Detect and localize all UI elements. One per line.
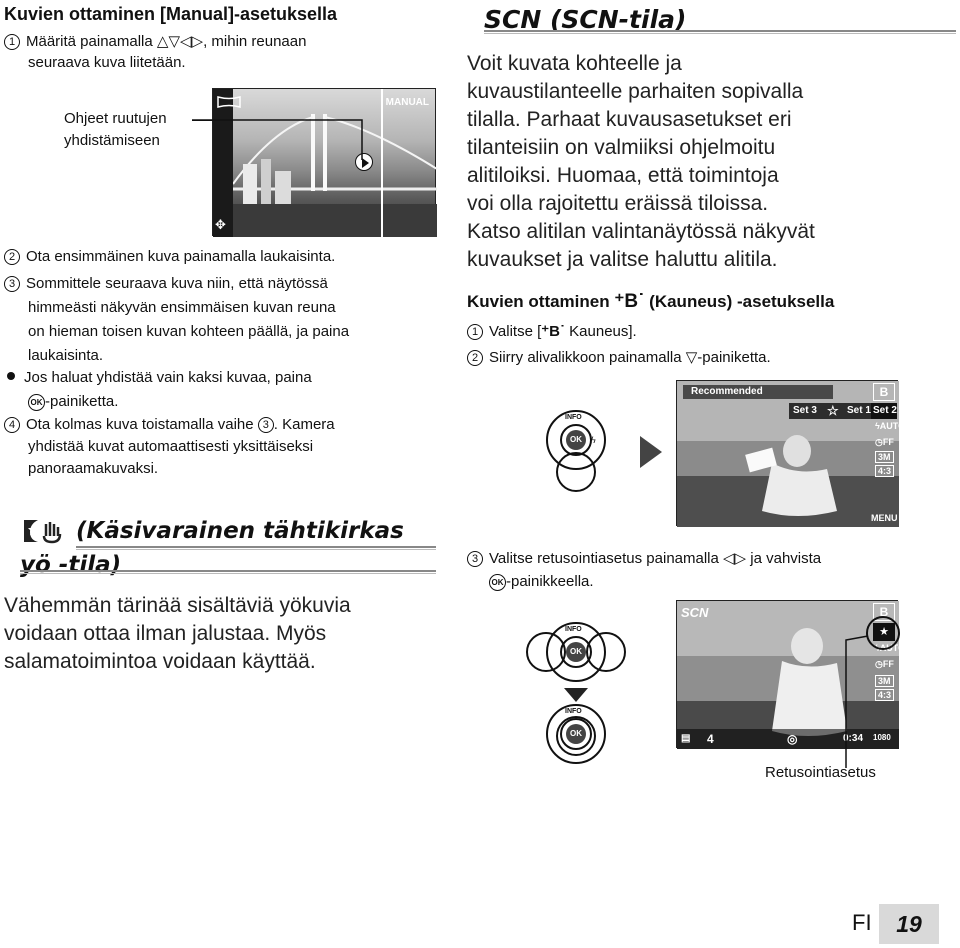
highlight-ring bbox=[556, 716, 596, 756]
flash-auto-icon: ϟAUTO bbox=[875, 643, 906, 653]
star-section-title-2: yö -tila) bbox=[20, 552, 122, 578]
image-size-label: 3M bbox=[875, 675, 894, 687]
right-step-3: 3 Valitse retusointiasetus painamalla ◁▷ ja vahvista OK -painikkeella. bbox=[467, 547, 821, 593]
memory-icon: ▤ bbox=[681, 733, 691, 744]
retouch-star-icon: ★ bbox=[873, 623, 895, 641]
bullet-icon bbox=[7, 372, 15, 380]
shots-remaining: 4 bbox=[707, 732, 714, 746]
step-3: 3 Sommittele seuraava kuva niin, että näytössä himmeästi näkyvän ensimmäisen kuvan reuna on hieman toisen kuvan kohteen päällä, ja paina laukaisinta. bbox=[4, 272, 349, 368]
self-timer-off-icon: ◷FF bbox=[875, 659, 894, 669]
ok-button[interactable]: OK bbox=[566, 724, 586, 744]
retouch-label: Retusointiasetus bbox=[765, 764, 876, 781]
bullet-note: Jos haluat yhdistää vain kaksi kuvaa, paina OK -painiketta. bbox=[4, 366, 312, 414]
step-4: 4 Ota kolmas kuva toistamalla vaihe 3 . Kamera yhdistää kuvat automaattisesti yksittäiseksi panoraamakuvaksi. bbox=[4, 414, 335, 480]
scn-body: Voit kuvata kohteelle ja kuvaustilanteelle parhaiten sopivalla tilalla. Parhaat kuvausasetukset eri tilanteisiin on valmiiksi ohjelmoitu alitiloiksi. Huomaa, että toimintoja voi olla rajoitettu eräissä tiloissa. Katso alitilan valintanäytössä näkyvät kuvaukset ja valitse haluttu alitila. bbox=[467, 52, 815, 271]
highlight-ring bbox=[556, 452, 596, 492]
beauty-icon: ⁺B˙ bbox=[541, 323, 565, 340]
flash-icon: ϟ bbox=[591, 435, 596, 445]
right-step-2: 2 Siirry alivalikkoon painamalla ▽-painiketta. bbox=[467, 347, 771, 368]
panorama-icon bbox=[216, 95, 242, 109]
divider-rule bbox=[76, 546, 436, 550]
info-label: INFO bbox=[565, 414, 582, 421]
ok-button-icon: OK bbox=[489, 574, 506, 591]
recording-time: 0:34 bbox=[843, 733, 864, 744]
set1-option[interactable]: Set 1 bbox=[847, 405, 871, 416]
self-timer-off-icon: ◷FF bbox=[875, 437, 894, 447]
divider-rule bbox=[20, 570, 436, 574]
image-size-label: 3M bbox=[875, 451, 894, 463]
stabilizer-icon: ◎ bbox=[787, 732, 798, 746]
move-icon: ✥ bbox=[215, 217, 226, 232]
beauty-mode-icon: B bbox=[873, 383, 895, 401]
menu-label: MENU bbox=[871, 513, 898, 523]
info-label: INFO bbox=[565, 708, 582, 715]
beauty-heading: Kuvien ottaminen ⁺B˙ (Kauneus) -asetuksella bbox=[467, 291, 835, 312]
page-number: 19 bbox=[896, 911, 922, 937]
down-arrow-icon bbox=[564, 688, 588, 702]
divider-rule bbox=[484, 30, 956, 34]
video-resolution: 1080 bbox=[873, 733, 891, 742]
highlight-ring-left bbox=[526, 632, 566, 672]
right-arrow-icon bbox=[640, 436, 662, 468]
section-heading-manual: Kuvien ottaminen [Manual]-asetuksella bbox=[4, 4, 338, 24]
info-label: INFO bbox=[565, 626, 582, 633]
recommended-label: Recommended bbox=[691, 386, 763, 397]
step-1: 1 Määritä painamalla △▽◁▷, mihin reunaan seuraava kuva liitetään. bbox=[4, 31, 306, 73]
aspect-ratio-label: 4:3 bbox=[875, 689, 894, 701]
flash-auto-icon: ϟAUTO bbox=[875, 421, 906, 431]
set2-option[interactable]: Set 2 bbox=[873, 405, 897, 416]
aspect-ratio-label: 4:3 bbox=[875, 465, 894, 477]
mode-label-manual: MANUAL bbox=[385, 97, 429, 108]
set3-option[interactable]: Set 3 bbox=[793, 405, 817, 416]
star-icon: ☆ bbox=[827, 403, 839, 418]
right-step-1: 1 Valitse [⁺B˙ Kauneus]. bbox=[467, 321, 637, 342]
beauty-mode-icon: B bbox=[873, 603, 895, 621]
ok-button-icon: OK bbox=[28, 394, 45, 411]
star-section-title-1: (Käsivarainen tähtikirkas bbox=[76, 518, 404, 544]
camera-screen-beauty-menu bbox=[676, 380, 906, 526]
callout-pointer bbox=[190, 112, 375, 172]
scn-section-title: SCN (SCN-tila) bbox=[484, 5, 687, 34]
beauty-icon: ⁺B˙ bbox=[614, 291, 645, 312]
handheld-starlight-icon bbox=[20, 516, 64, 544]
language-label: FI bbox=[852, 910, 872, 935]
page-number-box bbox=[879, 904, 939, 944]
highlight-ring-right bbox=[586, 632, 626, 672]
ok-button[interactable]: OK bbox=[566, 430, 586, 450]
star-section-body: Vähemmän tärinää sisältäviä yökuvia voidaan ottaa ilman jalustaa. Myös salamatoimintoa voidaan käyttää. bbox=[4, 594, 351, 673]
step-2: 2 Ota ensimmäinen kuva painamalla laukaisinta. bbox=[4, 246, 335, 267]
step-number: 1 bbox=[4, 34, 20, 50]
scn-mode-label: SCN bbox=[681, 605, 709, 620]
ok-button[interactable]: OK bbox=[566, 642, 586, 662]
callout-guide-text: Ohjeet ruutujen yhdistämiseen bbox=[64, 110, 167, 149]
retouch-pointer bbox=[836, 630, 896, 770]
arrow-keys-icon: △▽◁▷ bbox=[156, 33, 204, 50]
